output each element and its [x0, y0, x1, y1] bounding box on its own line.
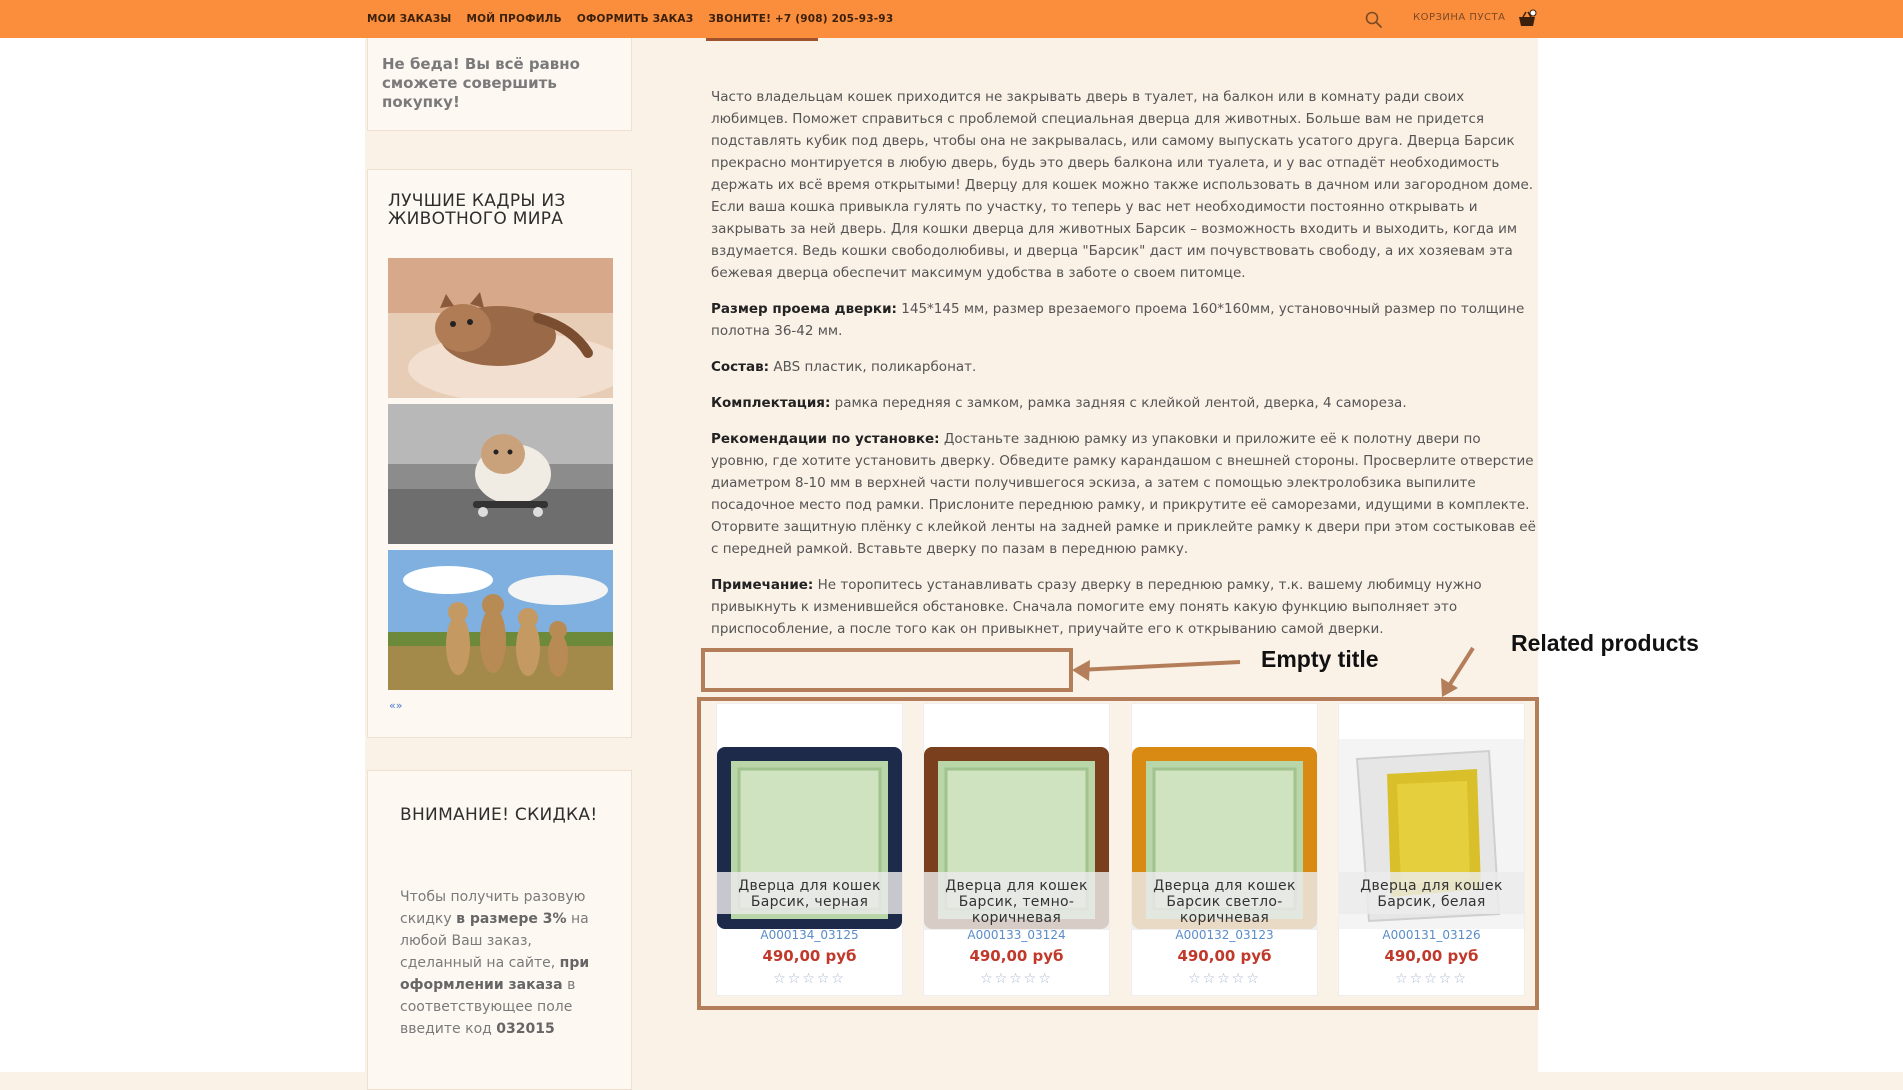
- gallery-pager[interactable]: «»: [389, 699, 403, 712]
- product-card[interactable]: [1338, 703, 1525, 996]
- product-sku: А000134_03125: [760, 928, 859, 942]
- product-price: 490,00 руб: [1177, 947, 1272, 965]
- nav-my-profile[interactable]: МОЙ ПРОФИЛЬ: [466, 13, 562, 25]
- product-name[interactable]: Дверца для кошек Барсик, черная: [717, 872, 902, 914]
- product-price: 490,00 руб: [969, 947, 1064, 965]
- empty-title-annotation: Empty title: [1261, 646, 1379, 672]
- product-sku: А000133_03124: [967, 928, 1066, 942]
- product-card[interactable]: [923, 703, 1110, 996]
- discount-code: 032015: [496, 1021, 555, 1037]
- product-price: 490,00 руб: [762, 947, 857, 965]
- kit-paragraph: Комплектация: рамка передняя с замком, рамка задняя с клейкой лентой, дверка, 4 самореза.: [711, 395, 1407, 411]
- nav-my-orders[interactable]: МОИ ЗАКАЗЫ: [367, 13, 452, 25]
- product-name[interactable]: Дверца для кошек Барсик, белая: [1339, 872, 1524, 914]
- notice-title: Не беда! Вы всё равно сможете совершить покупку!: [382, 55, 580, 111]
- intro-paragraph: Часто владельцам кошек приходится не закрывать дверь в туалет, на балкон или в комнату ради своих любимцев. Поможет справиться с проблемой специальная дверца для животных. Больше вам не придется подставлять кубик под дверь, чтобы она не закрывалась, или самому выпускать усатого друга. Дверца Барсик прекрасно монтируется в любую дверь, будь это дверь балкона или туалета, и у вас отпадёт необходимость держать их всё время открытыми! Дверцу для кошек можно также использовать в дачном или загородном доме. Если ваша кошка привыкла гулять по участку, то теперь у вас нет необходимости постоянно открывать и закрывать за ней дверь. Для кошки дверца для животных Барсик – возможность входить и выходить, когда им вздумается. Ведь кошки свободолюбивы, и дверца "Барсик" даст им почувствовать свободу, а их хозяевам эта бежевая дверца обеспечит максимум удобства в заботе о своем питомце.: [711, 89, 1534, 281]
- star-rating[interactable]: ☆☆☆☆☆: [1395, 971, 1468, 987]
- nav-phone[interactable]: ЗВОНИТЕ! +7 (908) 205-93-93: [708, 13, 894, 25]
- discount-text: Чтобы получить разовую скидку в размере 3% на любой Ваш заказ, сделанный на сайте, при оформлении заказа в соответствующее поле введите код 032015: [400, 889, 590, 1037]
- star-rating[interactable]: ☆☆☆☆☆: [1188, 971, 1261, 987]
- cart-status[interactable]: КОРЗИНА ПУСТА: [1413, 12, 1506, 23]
- product-sku: А000132_03123: [1175, 928, 1274, 942]
- product-card[interactable]: [1131, 703, 1318, 996]
- star-rating[interactable]: ☆☆☆☆☆: [980, 971, 1053, 987]
- product-name[interactable]: Дверца для кошек Барсик, темно-коричневая: [924, 872, 1109, 930]
- gallery-title: ЛУЧШИЕ КАДРЫ ИЗ ЖИВОТНОГО МИРА: [388, 191, 566, 229]
- product-price: 490,00 руб: [1384, 947, 1479, 965]
- related-products-annotation: Related products: [1511, 630, 1699, 656]
- size-paragraph: Размер проема дверки: 145*145 мм, размер врезаемого проема 160*160мм, установочный размер по толщине полотна 36-42 мм.: [711, 301, 1525, 339]
- composition-paragraph: Состав: ABS пластик, поликарбонат.: [711, 359, 977, 375]
- install-paragraph: Рекомендации по установке: Достаньте заднюю рамку из упаковки и приложите её к полотну двери по уровню, где хотите установить дверку. Обведите рамку карандашом с внешней стороны. Просверлите отверстие диаметром 8-10 мм в верхней части получившегося эскиза, а затем с помощью электролобзика выпилите посадочное место под рамки. Прислоните переднюю рамку, и прикрутите её саморезами, идущими в комплекте. Оторвите защитную плёнку с клейкой ленты на задней рамке и приклейте рамку к двери при этом состыковав её с передней рамкой. Вставьте дверку по пазам в переднюю рамку.: [711, 431, 1536, 557]
- product-name[interactable]: Дверца для кошек Барсик светло-коричневая: [1132, 872, 1317, 930]
- product-card[interactable]: [716, 703, 903, 996]
- star-rating[interactable]: ☆☆☆☆☆: [773, 971, 846, 987]
- product-sku: А000131_03126: [1382, 928, 1481, 942]
- discount-title: ВНИМАНИЕ! СКИДКА!: [400, 805, 598, 825]
- nav-checkout[interactable]: ОФОРМИТЬ ЗАКАЗ: [576, 13, 694, 25]
- note-paragraph: Примечание: Не торопитесь устанавливать сразу дверку в переднюю рамку, т.к. вашему любимцу нужно привыкнуть к изменившейся обстановке. Сначала помогите ему понять какую функцию выполняет это приспособление, а после того как он привыкнет, приучайте его к открыванию самой дверки.: [711, 577, 1482, 637]
